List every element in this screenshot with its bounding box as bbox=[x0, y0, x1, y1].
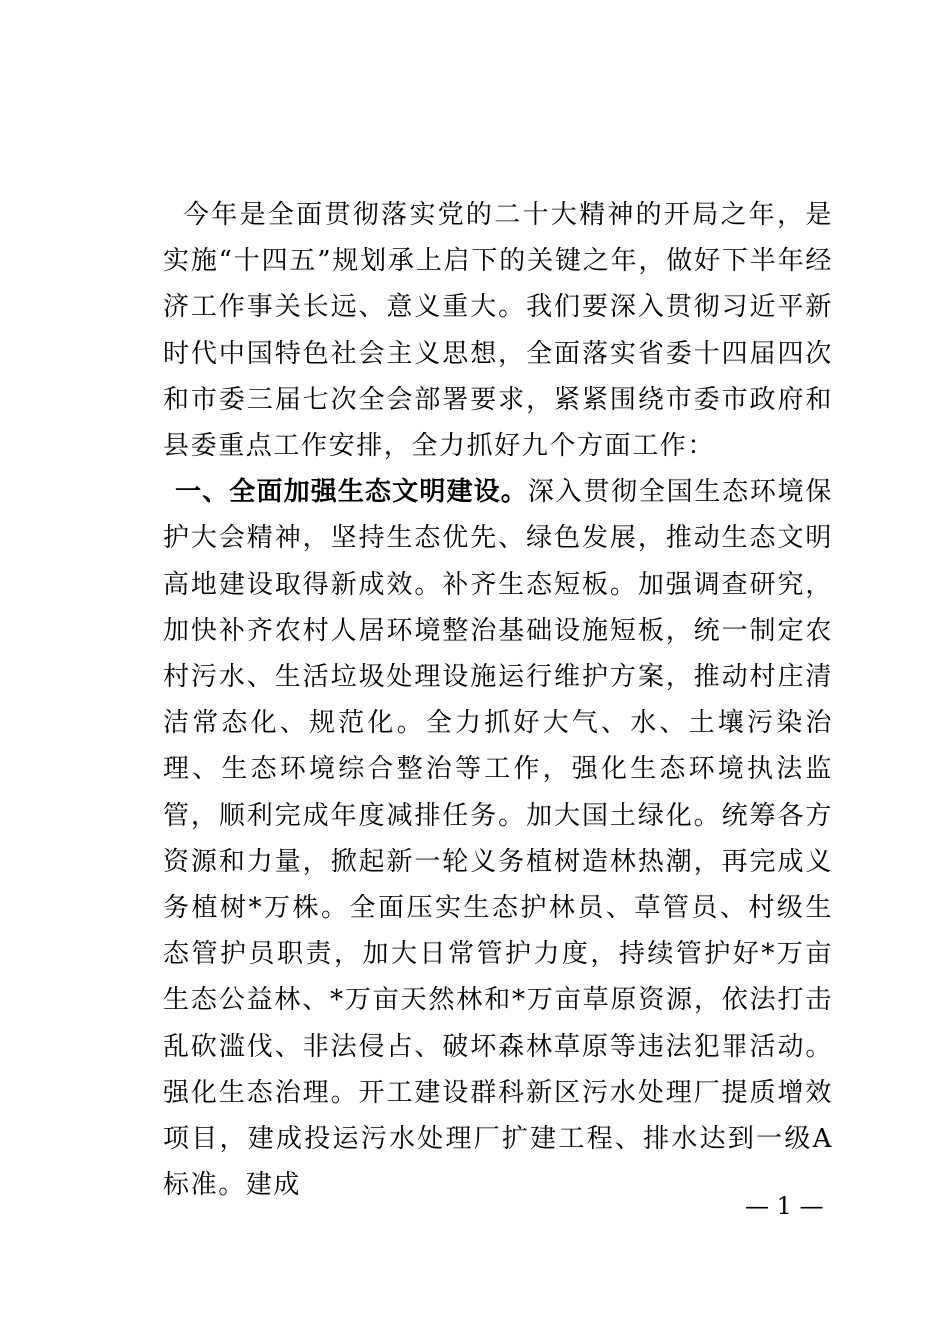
body-text bbox=[163, 192, 833, 1208]
section-1-paragraph bbox=[163, 469, 833, 1208]
page-number: — 1 — bbox=[745, 1192, 824, 1220]
section-1-body: 深入贯彻全国生态环境保护大会精神，坚持生态优先、绿色发展，推动生态文明高地建设取得新成效。补齐生态短板。加强调查研究，加快补齐农村人居环境整治基础设施短板，统一制定农村污水、生活垃圾处理设施运行维护方案，推动村庄清洁常态化、规范化。全力抓好大气、水、土壤污染治理、生态环境综合整治等工作，强化生态环境执法监管，顺利完成年度减排任务。加大国土绿化。统筹各方资源和力量，掀起新一轮义务植树造林热潮，再完成义务植树*万株。全面压实生态护林员、草管员、村级生态管护员职责，加大日常管护力度，持续管护好*万亩生态公益林、*万亩天然林和*万亩草原资源，依法打击乱砍滥伐、非法侵占、破坏森林草原等违法犯罪活动。强化生态治理。开工建设群科新区污水处理厂提质增效项目，建成投运污水处理厂扩建工程、排水达到一级A标准。建成 bbox=[163, 477, 833, 1201]
intro-paragraph-text: 今年是全面贯彻落实党的二十大精神的开局之年，是实施“十四五”规划承上启下的关键之年，做好下半年经济工作事关长远、意义重大。我们要深入贯彻习近平新时代中国特色社会主义思想，全面落实省委十四届四次和市委三届七次全会部署要求，紧紧围绕市委市政府和县委重点工作安排，全力抓好九个方面工作： bbox=[163, 200, 833, 462]
section-1-heading: 一、全面加强生态文明建设。 bbox=[175, 477, 528, 508]
intro-paragraph bbox=[163, 192, 833, 469]
